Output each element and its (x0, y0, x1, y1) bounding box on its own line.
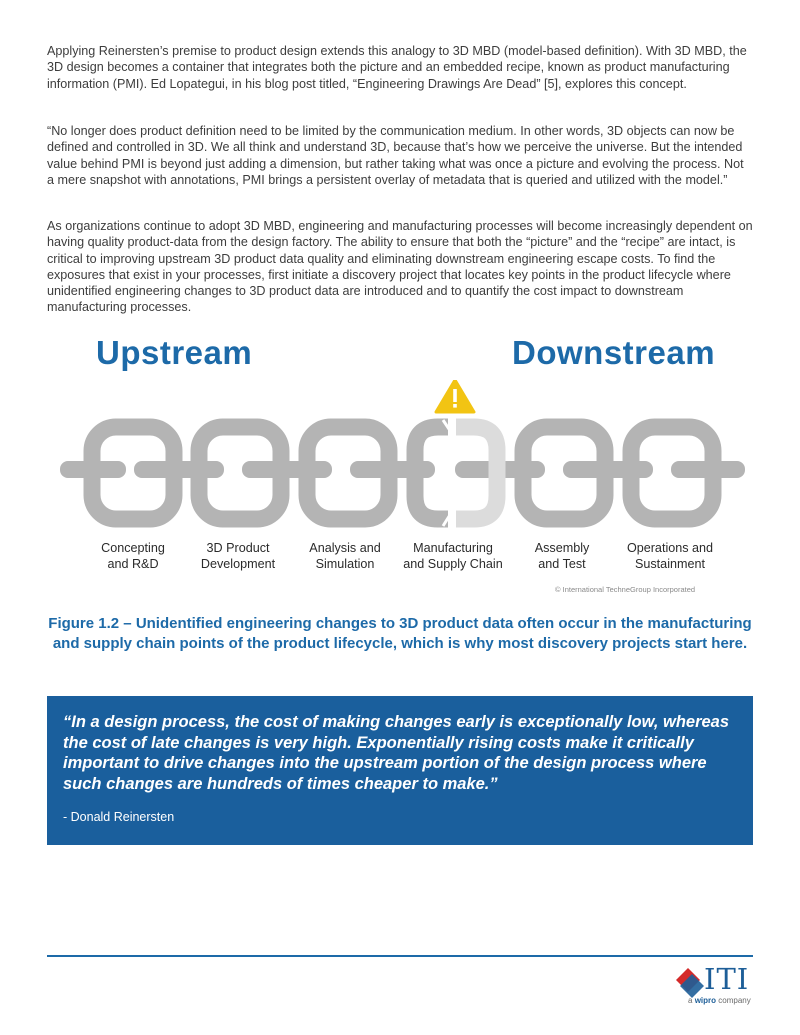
chain-graphic (58, 380, 748, 530)
footer-divider (47, 955, 753, 957)
horizontal-links (60, 461, 745, 478)
body-paragraph-3: As organizations continue to adopt 3D MBD, engineering and manufacturing processes will become increasingly dependent on having quality product-data from the design factory. The ability to ensure that both the “picture” and the “recipe” are intact, is critical to improving upstream 3D product data quality and eliminating downstream engineering escape costs. To find the exposures that exist in your processes, first initiate a discovery project that locates key points in the product lifecycle where unidentified engineering changes to 3D product data are introduced and to quantify the cost impact to downstream manufacturing processes. (47, 219, 753, 315)
logo-tagline: a wipro company (688, 996, 751, 1005)
stage-label-assembly: Assembly and Test (534, 541, 590, 571)
stage-label-operations: Operations and Sustainment (626, 541, 714, 571)
pull-quote (47, 696, 753, 845)
warning-icon (436, 380, 474, 412)
quote-author: - Donald Reinersten (63, 810, 175, 824)
stage-label-analysis: Analysis and Simulation (309, 541, 381, 571)
body-paragraph-2: “No longer does product definition need to be limited by the communication medium. In other words, 3D objects can now be defined and controlled in 3D. We all think and understand 3D, because that’s how we perceive the universe. But the intended value behind PMI is beyond just adding a dimension, but rather taking what was once a picture and evolving the process. Not a mere snapshot with annotations, PMI brings a persistent overlay of metadata that is queried and utilized with the model.” (47, 124, 744, 187)
downstream-heading: Downstream (512, 334, 716, 371)
body-paragraph-1: Applying Reinersten’s premise to product design extends this analogy to 3D MBD (model-based definition). With 3D MBD, the 3D design becomes a container that integrates both the picture and an embedded recipe, known as product manufacturing information (PMI). Ed Lopategui, in his blog post titled, “Engineering Drawings Are Dead” [5], explores this concept. (47, 44, 747, 91)
figure-copyright: © International TechneGroup Incorporated (555, 585, 696, 594)
stage-label-manufacturing: Manufacturing and Supply Chain (403, 541, 503, 571)
figure-caption: Figure 1.2 – Unidentified engineering changes to 3D product data often occur in the manufacturing and supply chain points of the product lifecycle, which is why most discovery projects start here. (48, 615, 752, 652)
stage-label-concepting: Concepting and R&D (101, 541, 165, 571)
quote-text: “In a design process, the cost of making changes early is exceptionally low, whereas the cost of late changes is very high. Exponentially rising costs make it critically important to drive changes into the upstream portion of the design process where such changes are hundreds of times cheaper to make.” (63, 713, 730, 793)
stage-label-3d-product: 3D Product Development (200, 541, 276, 571)
upstream-heading: Upstream (96, 334, 253, 371)
logo-wordmark: ITI (704, 962, 750, 996)
